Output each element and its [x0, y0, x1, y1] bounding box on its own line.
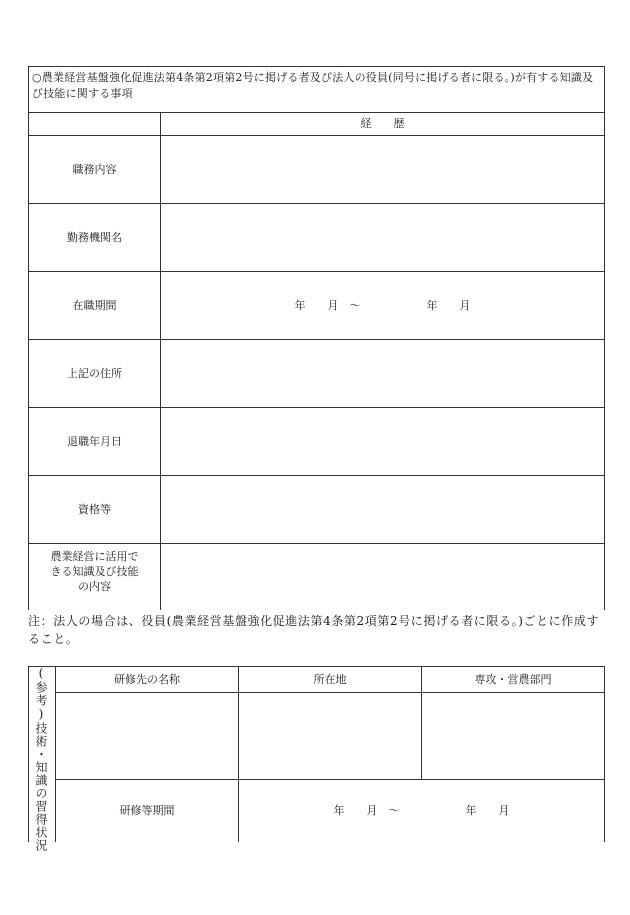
row-label-employer-name: 勤務機関名	[67, 230, 122, 244]
period-label: 研修等期間	[119, 804, 175, 817]
row-value-address[interactable]	[161, 340, 604, 407]
row-label-address: 上記の住所	[67, 366, 122, 380]
cell-location[interactable]	[239, 693, 421, 779]
header-specialty: 専攻・営農部門	[474, 672, 552, 686]
period-value[interactable]: 年 月 ～ 年 月	[333, 804, 510, 817]
cell-training-name[interactable]	[56, 693, 238, 779]
form2-side-label: (参考)技術・知識の習得状況	[34, 666, 48, 852]
cell-specialty[interactable]	[422, 693, 604, 779]
row-label-employment-period: 在職期間	[72, 298, 117, 312]
row-value-skills[interactable]	[161, 544, 604, 610]
row-value-employment-period[interactable]: 年 月 ～ 年 月	[294, 298, 471, 312]
row-label-job-description: 職務内容	[72, 162, 117, 176]
row-label-retirement-date: 退職年月日	[67, 434, 122, 448]
form1-header: ○農業経営基盤強化促進法第4条第2項第2号に掲げる者及び法人の役員(同号に掲げる者に限る。)が有する知識及び技能に関する事項	[32, 71, 594, 100]
header-training-name: 研修先の名称	[114, 672, 180, 686]
header-location: 所在地	[313, 672, 347, 686]
note-text: 注：法人の場合は、役員(農業経営基盤強化促進法第4条第2項第2号に掲げる者に限る。)ごとに作成すること。	[28, 614, 600, 646]
row-value-qualifications[interactable]	[161, 476, 604, 543]
row-value-job-description[interactable]	[161, 136, 604, 203]
row-value-employer-name[interactable]	[161, 204, 604, 271]
row-value-retirement-date[interactable]	[161, 408, 604, 475]
row-label-qualifications: 資格等	[78, 502, 111, 516]
row-label-skills: 農業経営に活用できる知識及び技能の内容	[50, 550, 139, 593]
career-column-header: 経 歴	[360, 117, 405, 130]
